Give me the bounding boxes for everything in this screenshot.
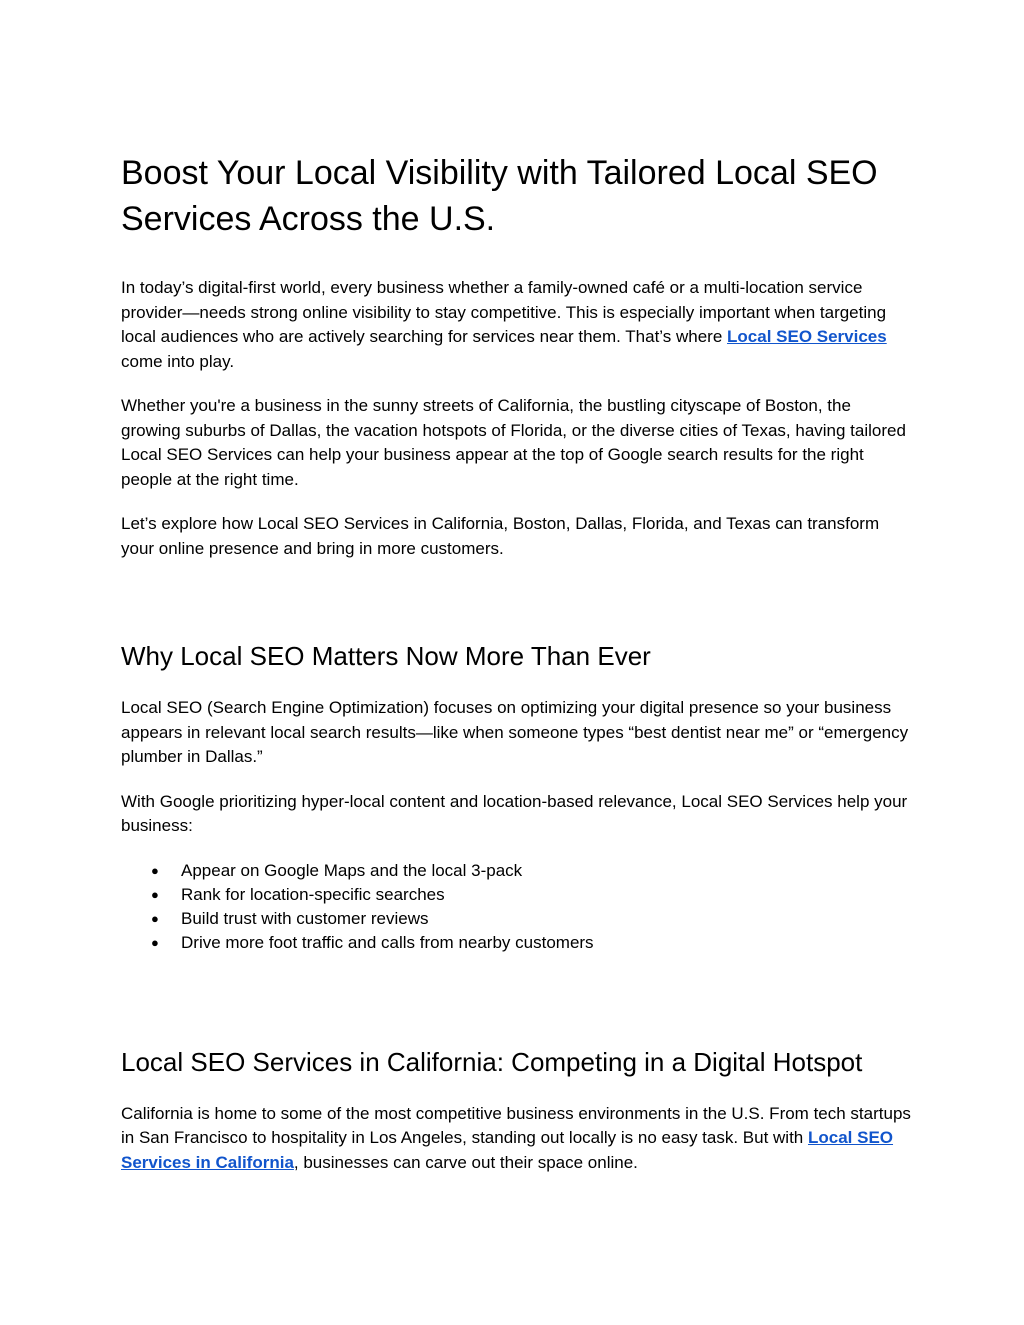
intro-paragraph-2: Whether you're a business in the sunny streets of California, the bustling cityscape of Boston, the growing suburbs of Dallas, the vacation hotspots of Florida, or the diverse cities of Texas, having tailored Local SEO Services can help your business appear at the top of Google search results for the right people at the right time. bbox=[121, 396, 906, 489]
list-item bbox=[121, 907, 911, 931]
intro-text-after-link: come into play. bbox=[121, 351, 235, 371]
benefits-list bbox=[121, 859, 911, 956]
local-seo-services-link[interactable]: Local SEO Services bbox=[727, 327, 887, 346]
document-title: Boost Your Local Visibility with Tailored Local SEO Services Across the U.S. bbox=[121, 154, 878, 238]
list-item bbox=[121, 859, 911, 883]
intro-paragraph-3: Let’s explore how Local SEO Services in California, Boston, Dallas, Florida, and Texas can transform your online presence and bring in more customers. bbox=[121, 514, 880, 558]
document-page bbox=[121, 150, 911, 1175]
bullet-icon: ● bbox=[151, 886, 159, 902]
bullet-icon: ● bbox=[151, 935, 159, 951]
california-paragraph-1 bbox=[121, 1102, 911, 1176]
section-heading-why-local-seo: Why Local SEO Matters Now More Than Ever bbox=[121, 641, 651, 671]
why-paragraph-1: Local SEO (Search Engine Optimization) focuses on optimizing your digital presence so your business appears in relevant local search results—like when someone types “best dentist near me” or “emergency plumber in Dallas.” bbox=[121, 698, 909, 766]
list-item-text: Build trust with customer reviews bbox=[181, 909, 429, 929]
why-paragraph-2: With Google prioritizing hyper-local content and location-based relevance, Local SEO Services help your business: bbox=[121, 791, 908, 835]
california-text-before-link: California is home to some of the most competitive business environments in the U.S. From tech startups in San Francisco to hospitality in Los Angeles, standing out locally is no easy task. But with bbox=[121, 1103, 911, 1148]
intro-paragraph-1 bbox=[121, 276, 911, 374]
list-item bbox=[121, 883, 911, 907]
intro-text-before-link: In today’s digital-first world, every business whether a family-owned café or a multi-location service provider—needs strong online visibility to stay competitive. This is especially important when targeting local audiences who are actively searching for services near them. That’s where bbox=[121, 278, 887, 346]
list-item bbox=[121, 931, 911, 955]
bullet-icon: ● bbox=[151, 911, 159, 927]
bullet-icon: ● bbox=[151, 862, 159, 878]
list-item-text: Rank for location-specific searches bbox=[181, 884, 445, 904]
local-seo-services-california-link[interactable]: Local SEO Services in California bbox=[121, 1128, 894, 1172]
california-text-after-link: , businesses can carve out their space online. bbox=[293, 1152, 638, 1172]
section-heading-california: Local SEO Services in California: Competing in a Digital Hotspot bbox=[121, 1046, 863, 1077]
list-item-text: Appear on Google Maps and the local 3-pack bbox=[181, 860, 523, 880]
list-item-text: Drive more foot traffic and calls from nearby customers bbox=[181, 933, 594, 953]
